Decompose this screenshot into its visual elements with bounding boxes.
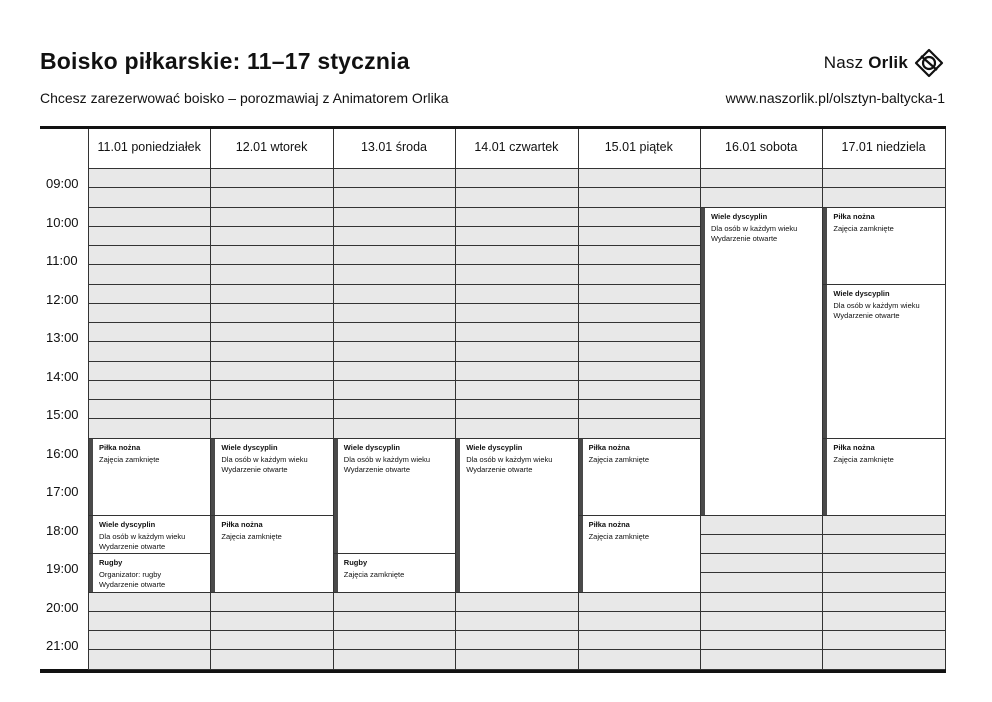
event-title: Piłka nożna [833, 211, 875, 221]
free-slot [89, 593, 210, 611]
hour-label: 18:00 [46, 522, 79, 538]
free-slot [823, 535, 944, 553]
free-slot [334, 612, 455, 630]
event-block[interactable] [701, 208, 822, 515]
event-detail: Wydarzenie otwarte [711, 233, 778, 243]
free-slot [334, 381, 455, 399]
event-block[interactable] [89, 516, 210, 554]
event-title: Piłka nożna [833, 442, 875, 452]
weekly-schedule [40, 126, 946, 672]
free-slot [89, 323, 210, 341]
event-detail: Zajęcia zamknięte [588, 531, 650, 541]
event-detail: Zajęcia zamknięte [221, 531, 282, 541]
free-slot [211, 323, 332, 341]
free-slot [701, 650, 822, 668]
event-block[interactable] [823, 208, 944, 284]
free-slot [701, 188, 822, 206]
event-title: Wiele dyscyplin [99, 519, 156, 529]
event-detail: Zajęcia zamknięte [588, 454, 650, 464]
free-slot [579, 323, 700, 341]
free-slot [89, 246, 210, 264]
logo-word-orlik: Orlik [868, 53, 908, 72]
free-slot [211, 208, 332, 226]
free-slot [579, 400, 700, 418]
free-slot [456, 342, 577, 360]
free-slot [579, 342, 700, 360]
event-block[interactable] [579, 439, 700, 515]
free-slot [823, 516, 944, 534]
event-block[interactable] [823, 285, 944, 438]
free-slot [456, 381, 577, 399]
hour-label: 19:00 [46, 561, 79, 576]
free-slot [456, 188, 577, 206]
event-title: Piłka nożna [588, 519, 630, 529]
column-divider [945, 129, 946, 669]
free-slot [211, 246, 332, 264]
event-detail: Wydarzenie otwarte [833, 310, 900, 320]
day-header: 16.01 sobota [725, 140, 798, 154]
free-slot [89, 227, 210, 245]
free-slot [334, 169, 455, 187]
free-slot [456, 362, 577, 380]
hour-label: 20:00 [46, 599, 79, 615]
free-slot [456, 419, 577, 437]
logo-wordmark [824, 53, 908, 73]
free-slot [211, 362, 332, 380]
event-block[interactable] [823, 439, 944, 515]
free-slot [89, 650, 210, 668]
free-slot [334, 342, 455, 360]
free-slot [334, 246, 455, 264]
free-slot [701, 573, 822, 591]
free-slot [89, 400, 210, 418]
free-slot [211, 188, 332, 206]
free-slot [701, 554, 822, 572]
free-slot [211, 593, 332, 611]
free-slot [456, 304, 577, 322]
free-slot [456, 612, 577, 630]
free-slot [456, 631, 577, 649]
free-slot [456, 323, 577, 341]
hour-label: 16:00 [46, 445, 79, 461]
free-slot [89, 285, 210, 303]
event-detail: Wydarzenie otwarte [99, 541, 166, 551]
free-slot [579, 246, 700, 264]
free-slot [211, 304, 332, 322]
free-slot [456, 593, 577, 611]
event-title: Rugby [343, 558, 368, 567]
event-detail: Zajęcia zamknięte [833, 223, 894, 233]
event-title: Wiele dyscyplin [343, 442, 400, 452]
free-slot [211, 400, 332, 418]
event-detail: Dla osób w każdym wieku [99, 531, 186, 541]
free-slot [89, 612, 210, 630]
free-slot [579, 169, 700, 187]
free-slot [701, 516, 822, 534]
grid-line [88, 611, 945, 612]
free-slot [823, 573, 944, 591]
free-slot [334, 188, 455, 206]
orlik-emblem-icon [914, 48, 944, 78]
website-link[interactable]: www.naszorlik.pl/olsztyn-baltycka-1 [725, 90, 945, 106]
free-slot [579, 381, 700, 399]
free-slot [456, 400, 577, 418]
free-slot [334, 208, 455, 226]
hour-label: 11:00 [46, 253, 78, 268]
free-slot [334, 265, 455, 283]
free-slot [334, 631, 455, 649]
free-slot [211, 342, 332, 360]
free-slot [579, 227, 700, 245]
free-slot [89, 419, 210, 437]
free-slot [579, 419, 700, 437]
free-slot [211, 285, 332, 303]
free-slot [89, 631, 210, 649]
event-block[interactable] [334, 554, 455, 592]
event-detail: Organizator: rugby [99, 570, 162, 579]
day-header: 15.01 piątek [604, 140, 673, 154]
hour-label: 15:00 [46, 407, 79, 422]
free-slot [701, 535, 822, 553]
event-block[interactable] [211, 439, 332, 515]
event-title: Piłka nożna [221, 519, 263, 529]
hour-label: 09:00 [46, 176, 79, 191]
event-block[interactable] [211, 516, 332, 592]
event-detail: Wydarzenie otwarte [343, 464, 411, 474]
event-detail: Dla osób w każdym wieku [221, 454, 308, 464]
free-slot [823, 631, 944, 649]
free-slot [456, 265, 577, 283]
free-slot [456, 227, 577, 245]
event-detail: Dla osób w każdym wieku [343, 454, 431, 464]
free-slot [579, 208, 700, 226]
grid-line [88, 187, 945, 188]
free-slot [334, 227, 455, 245]
free-slot [456, 246, 577, 264]
event-block[interactable] [89, 439, 210, 515]
event-title: Piłka nożna [588, 442, 630, 452]
event-title: Wiele dyscyplin [221, 442, 278, 452]
free-slot [89, 169, 210, 187]
free-slot [456, 169, 577, 187]
booking-hint: Chcesz zarezerwować boisko – porozmawiaj z Animatorem Orlika [40, 90, 449, 106]
event-title: Piłka nożna [99, 442, 141, 452]
free-slot [823, 612, 944, 630]
free-slot [579, 188, 700, 206]
free-slot [211, 265, 332, 283]
free-slot [89, 304, 210, 322]
free-slot [89, 188, 210, 206]
free-slot [823, 650, 944, 668]
free-slot [334, 285, 455, 303]
free-slot [823, 169, 944, 187]
grid-line [88, 630, 945, 631]
free-slot [211, 227, 332, 245]
free-slot [579, 265, 700, 283]
grid-line [88, 649, 945, 650]
hour-label: 12:00 [46, 291, 79, 307]
free-slot [89, 208, 210, 226]
event-title: Wiele dyscyplin [711, 211, 768, 221]
free-slot [89, 265, 210, 283]
free-slot [89, 381, 210, 399]
day-header: 17.01 niedziela [841, 140, 926, 154]
free-slot [456, 208, 577, 226]
free-slot [89, 362, 210, 380]
free-slot [211, 381, 332, 399]
free-slot [211, 631, 332, 649]
free-slot [579, 285, 700, 303]
free-slot [579, 593, 700, 611]
grid-line [88, 168, 945, 169]
event-block[interactable] [89, 554, 210, 592]
free-slot [579, 631, 700, 649]
free-slot [211, 650, 332, 668]
free-slot [701, 593, 822, 611]
event-detail: Zajęcia zamknięte [833, 454, 894, 464]
hour-label: 17:00 [46, 484, 79, 499]
free-slot [579, 362, 700, 380]
event-title: Wiele dyscyplin [466, 442, 523, 452]
event-detail: Wydarzenie otwarte [466, 464, 533, 474]
free-slot [334, 650, 455, 668]
event-detail: Wydarzenie otwarte [99, 580, 166, 589]
page-title: Boisko piłkarskie: 11–17 stycznia [40, 48, 410, 74]
free-slot [334, 419, 455, 437]
free-slot [701, 612, 822, 630]
free-slot [579, 650, 700, 668]
event-block[interactable] [579, 516, 700, 592]
event-detail: Dla osób w każdym wieku [833, 300, 920, 310]
event-title: Wiele dyscyplin [833, 288, 890, 298]
event-block[interactable] [456, 439, 577, 592]
day-header: 12.01 wtorek [235, 140, 308, 154]
schedule-top-rule [40, 126, 946, 129]
event-title: Rugby [99, 558, 123, 567]
free-slot [334, 304, 455, 322]
free-slot [701, 631, 822, 649]
free-slot [823, 593, 944, 611]
free-slot [334, 362, 455, 380]
free-slot [211, 612, 332, 630]
event-detail: Dla osób w każdym wieku [466, 454, 553, 464]
day-header: 14.01 czwartek [474, 140, 559, 154]
nasz-orlik-logo[interactable] [824, 48, 944, 78]
event-detail: Dla osób w każdym wieku [711, 223, 798, 233]
grid-line [88, 669, 945, 670]
hour-label: 13:00 [46, 330, 79, 345]
free-slot [211, 169, 332, 187]
free-slot [579, 304, 700, 322]
free-slot [579, 612, 700, 630]
hour-label: 10:00 [46, 214, 79, 230]
event-detail: Wydarzenie otwarte [221, 464, 288, 474]
free-slot [334, 400, 455, 418]
grid-line [88, 592, 945, 593]
free-slot [456, 650, 577, 668]
logo-word-nasz: Nasz [823, 53, 864, 72]
hour-label: 14:00 [46, 368, 79, 384]
free-slot [456, 285, 577, 303]
free-slot [89, 342, 210, 360]
day-header: 11.01 poniedziałek [97, 140, 201, 154]
event-detail: Zajęcia zamknięte [343, 570, 405, 579]
free-slot [823, 188, 944, 206]
free-slot [334, 323, 455, 341]
hour-label: 21:00 [46, 638, 79, 653]
day-header: 13.01 środa [360, 140, 427, 154]
free-slot [823, 554, 944, 572]
free-slot [334, 593, 455, 611]
event-block[interactable] [334, 439, 455, 554]
event-detail: Zajęcia zamknięte [99, 454, 160, 464]
free-slot [701, 169, 822, 187]
free-slot [211, 419, 332, 437]
